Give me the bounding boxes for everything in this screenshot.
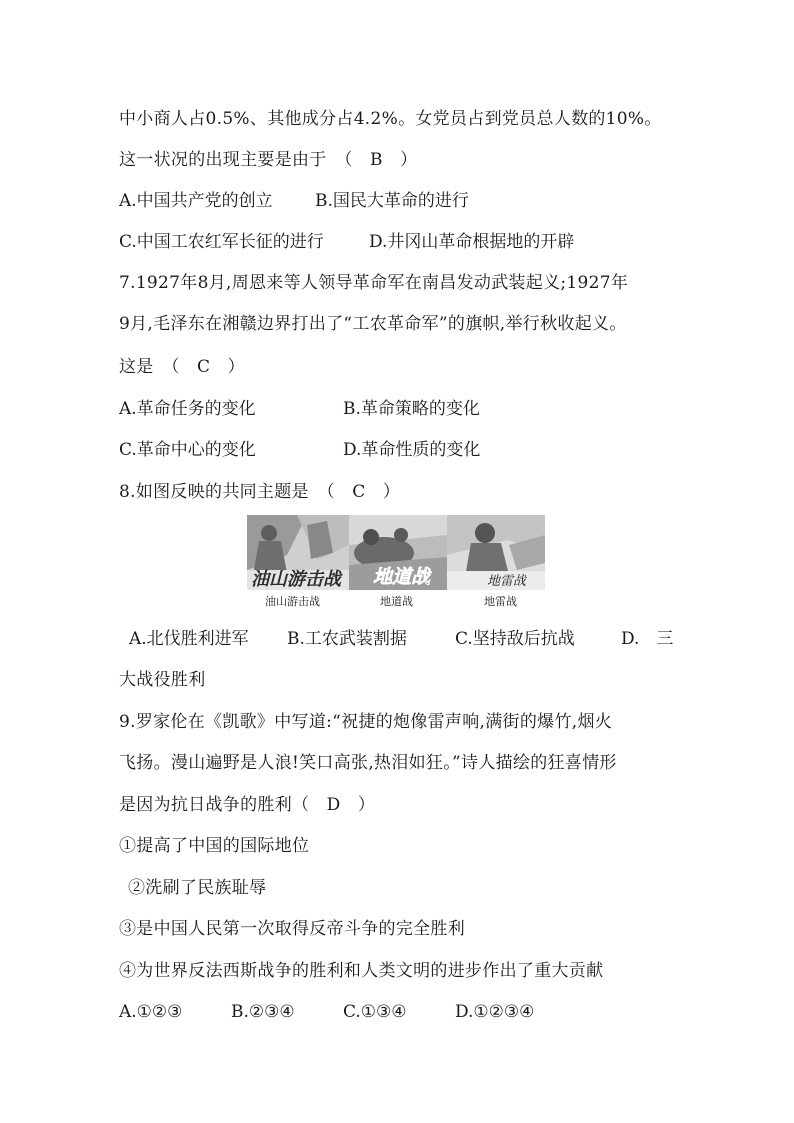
q8-options-row-2: 大战役胜利	[119, 670, 206, 690]
q9-options-row	[119, 1001, 679, 1023]
q5-stem-line-2: 这一状况的出现主要是由于 （ B ）	[119, 150, 418, 170]
option-d: D.革命性质的变化	[343, 440, 481, 460]
q7-options-row-2	[119, 439, 679, 461]
poster-image-2	[349, 515, 447, 590]
poster-image-1	[247, 515, 349, 590]
q9-stem-line-1: 9.罗家伦在《凯歌》中写道:“祝捷的炮像雷声响,满街的爆竹,烟火	[119, 712, 613, 732]
q9-item-1: ①提高了中国的国际地位	[119, 836, 310, 856]
q7-options-row-1	[119, 398, 679, 420]
q9-item-4: ④为世界反法西斯战争的胜利和人类文明的进步作出了重大贡献	[119, 961, 604, 981]
poster-youshan-guerrilla	[247, 515, 349, 590]
poster-title-1: 油山游击战	[251, 569, 341, 590]
option-b: B.革命策略的变化	[343, 399, 480, 419]
caption-1: 油山游击战	[265, 595, 320, 608]
option-a: A.革命任务的变化	[119, 399, 256, 419]
q7-stem-line-2: 9月,毛泽东在湘赣边界打出了“工农革命军”的旗帜,举行秋收起义。	[119, 314, 627, 334]
q8-figure	[247, 515, 547, 610]
q6-options-row-1	[119, 190, 679, 212]
caption-2: 地道战	[380, 595, 413, 608]
q7-stem-line-1: 7.1927年8月,周恩来等人领导革命军在南昌发动武装起义;1927年	[119, 273, 629, 293]
option-b: B.工农武装割据	[287, 629, 407, 649]
option-b: B.国民大革命的进行	[315, 191, 469, 211]
q6-options-row-2	[119, 231, 679, 253]
q7-stem-line-3: 这是 （ C ）	[119, 357, 245, 377]
q8-options-row-1	[119, 628, 679, 650]
option-a: A.中国共产党的创立	[119, 191, 273, 211]
q9-stem-line-2: 飞扬。漫山遍野是人浪!笑口高张,热泪如狂。”诗人描绘的狂喜情形	[119, 753, 617, 773]
q9-item-3: ③是中国人民第一次取得反帝斗争的完全胜利	[119, 919, 465, 939]
q5-stem-line-1: 中小商人占0.5%、其他成分占4.2%。女党员占到党员总人数的10%。	[119, 109, 662, 129]
option-c: C.革命中心的变化	[119, 440, 256, 460]
option-c: C.①③④	[343, 1002, 407, 1022]
option-b: B.②③④	[231, 1002, 295, 1022]
q8-stem: 8.如图反映的共同主题是 （ C ）	[119, 482, 401, 502]
poster-title-2: 地道战	[373, 566, 431, 588]
poster-title-3: 地雷战	[487, 574, 527, 589]
poster-landmine-war	[447, 515, 545, 590]
q9-stem-line-3: 是因为抗日战争的胜利（ D ）	[119, 795, 376, 815]
option-a: A.北伐胜利进军	[129, 629, 249, 649]
option-c: C.中国工农红军长征的进行	[119, 232, 324, 252]
option-c: C.坚持敌后抗战	[455, 629, 575, 649]
option-d: D. 三	[621, 629, 674, 649]
caption-3: 地雷战	[484, 595, 517, 608]
option-d: D.井冈山革命根据地的开辟	[369, 232, 575, 252]
poster-tunnel-war	[349, 515, 447, 590]
option-d: D.①②③④	[455, 1002, 535, 1022]
q9-item-2: ②洗刷了民族耻辱	[128, 878, 267, 898]
option-a: A.①②③	[119, 1002, 183, 1022]
poster-image-3	[447, 515, 545, 590]
